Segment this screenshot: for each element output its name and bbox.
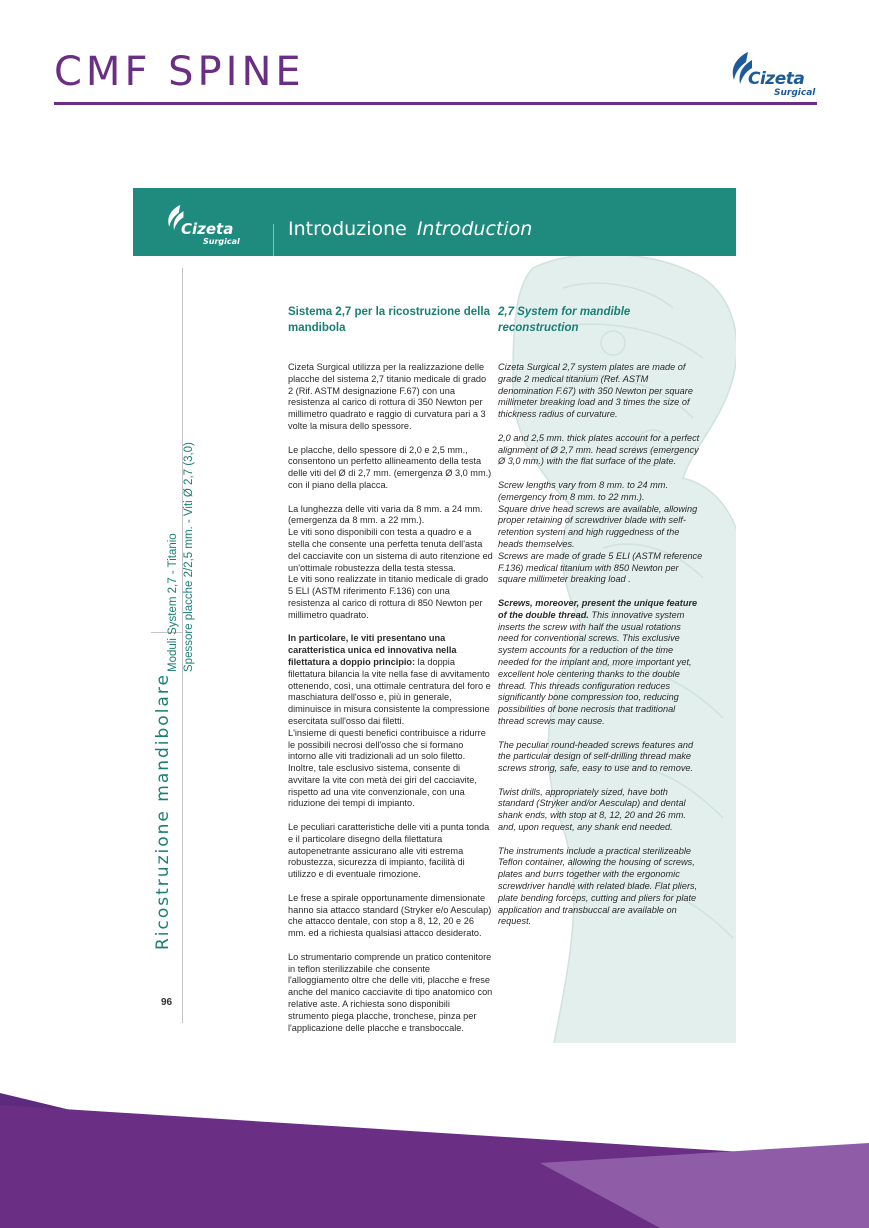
footer-decoration	[0, 1085, 869, 1228]
english-paragraph-7: The instruments include a practical sterilizeable Teflon container, allowing the housing of screws, plates and burrs together with the ergonomic screwdriver handle with related blade. Flat pliers, plate bending forceps, cutting and pliers for plate application and transbuccal are available on request.	[498, 845, 698, 927]
english-heading: 2,7 System for mandible reconstruction	[498, 306, 631, 334]
document-title: CMF SPINE	[54, 49, 305, 95]
english-paragraph-1: Cizeta Surgical 2,7 system plates are made of grade 2 medical titanium (Ref. ASTM denomination F.67) with 350 Newton per square millimeter breaking load and 3 times the size of thickness radius of curvature.	[498, 362, 693, 420]
sidebar-category: Ricostruzione mandibolare	[153, 673, 173, 950]
logo-name: Cizeta	[181, 220, 234, 238]
english-paragraph-4-text: This innovative system inserts the screw with half the usual rotations need for conventional screws. This exclusive system accounts for a reduction of the time needed for the implant and, more important yet, excellent hole centering thanks to the double thread. This threads configuration reduces significantly bone compression too, reducing possibilities of bone necrosis that traditional thread screws may cause.	[498, 609, 692, 726]
italian-paragraph-3: La lunghezza delle viti varia da 8 mm. a 24 mm. (emergenza da 8 mm. a 22 mm.). Le viti sono disponibili con testa a quadro e a stella che consente una perfetta tenuta dell'asta del cacciavite con un sistema di auto ritenzione ed un'ottimale robustezza della testa stessa. Le viti sono realizzate in titanio medicale di grado 5 ELI (ASTM riferimento F.136) con una resistenza al carico di rottura di 850 Newton per millimetro quadrato.	[288, 503, 493, 620]
english-paragraph-2: 2,0 and 2,5 mm. thick plates account for a perfect alignment of Ø 2,7 mm. head screws (emergency Ø 3,0 mm.) with the flat surface of the plate.	[498, 432, 700, 467]
italian-paragraph-2: Le placche, dello spessore di 2,0 e 2,5 mm., consentono un perfetto allineamento della testa delle viti del Ø di 2,7 mm. (emergenza Ø 3,0 mm.) con il piano della placca.	[288, 444, 492, 490]
section-title	[288, 218, 532, 240]
section-logo	[163, 202, 243, 246]
section-title-italian: Introduzione	[288, 218, 407, 240]
english-highlight: Screws, moreover, present the unique feature of the double thread.	[498, 597, 698, 620]
content-panel	[133, 188, 736, 1043]
italian-paragraph-5: Le peculiari caratteristiche delle viti a punta tonda e il particolare disegno della filettatura autopenetrante assicurano alle viti estrema robustezza, sicurezza di impianto, facilità di utilizzo e di eventuale rimozione.	[288, 822, 490, 880]
english-column	[498, 304, 703, 940]
italian-paragraph-1: Cizeta Surgical utilizza per la realizzazione delle placche del sistema 2,7 titanio medicale di grado 2 (Rif. ASTM designazione F.67) con una resistenza al carico di rottura di 350 Newton per millimetro quadrato e raggio di curvatura pari a 3 volte la misura dello spessore.	[288, 362, 487, 431]
page-number: 96	[161, 997, 173, 1008]
sidebar-line-1: Moduli System 2,7 - Titanio	[167, 533, 179, 672]
section-title-english: Introduction	[416, 218, 533, 240]
italian-paragraph-4-text: la doppia filettatura bilancia la vite nella fase di avvitamento ottenendo, così, una ottimale centratura del foro e maschiatura dell'osso e, più in generale, diminuisce in misura consistente la compressione esercitata sull'osso dai filetti. L'insieme di questi benefici contribuisce a ridurre le possibili necrosi dell'osso che si formano intorno alle viti tradizionali ad un solo filetto. Inoltre, tale esclusivo sistema, consente di avvitare la vite con metà dei giri del cacciavite, rispetto ad una vite convenzionale, con una riduzione dei tempi di impianto.	[288, 656, 491, 809]
italian-column	[288, 304, 493, 1043]
company-logo	[726, 50, 816, 100]
italian-highlight: In particolare, le viti presentano una caratteristica unica ed innovativa nella filettatura a doppio principio:	[288, 633, 457, 667]
english-paragraph-5: The peculiar round-headed screws features and the particular design of self-drilling thread make screws strong, safe, easy to use and to remove.	[498, 739, 694, 774]
logo-subtitle: Surgical	[203, 237, 240, 246]
english-paragraph-3: Screw lengths vary from 8 mm. to 24 mm. (emergency from 8 mm. to 22 mm.). Square drive head screws are available, allowing proper retaining of screwdriver blade with self-retention system and high ruggedness of the heads themselves. Screws are made of grade 5 ELI (ASTM reference F.136) medical titanium with 850 Newton per square millimeter breaking load .	[498, 479, 703, 585]
logo-name: Cizeta	[748, 69, 805, 89]
sidebar-line-2: Spessore placche 2/2,5 mm. - Viti Ø 2,7 (3,0)	[183, 442, 195, 672]
sidebar-product-info	[165, 372, 201, 672]
section-header	[133, 188, 736, 256]
logo-subtitle: Surgical	[774, 88, 816, 98]
italian-paragraph-4	[288, 633, 493, 810]
italian-heading: Sistema 2,7 per la ricostruzione della mandibola	[288, 306, 490, 334]
italian-paragraph-6: Le frese a spirale opportunamente dimensionate hanno sia attacco standard (Stryker e/o Aesculap) che attacco dentale, con stop a 8, 12, 20 e 26 mm. ed a richiesta qualsiasi attacco desiderato.	[288, 892, 492, 939]
header-divider	[273, 224, 274, 256]
title-underline	[54, 102, 817, 105]
italian-paragraph-7: Lo strumentario comprende un pratico contenitore in teflon sterilizzabile che consente l'alloggiamento oltre che delle viti, placche e frese anche del manico cacciavite di tipo anatomico con relative aste. A richiesta sono disponibili strumento piega placche, tronchese, pinza per l'applicazione delle placche e transboccale.	[288, 951, 493, 1033]
english-paragraph-4	[498, 598, 703, 728]
english-paragraph-6: Twist drills, appropriately sized, have both standard (Stryker and/or Aesculap) and dental shank ends, with stop at 8, 12, 20 and 26 mm. and, upon request, any shank end needed.	[498, 786, 686, 833]
